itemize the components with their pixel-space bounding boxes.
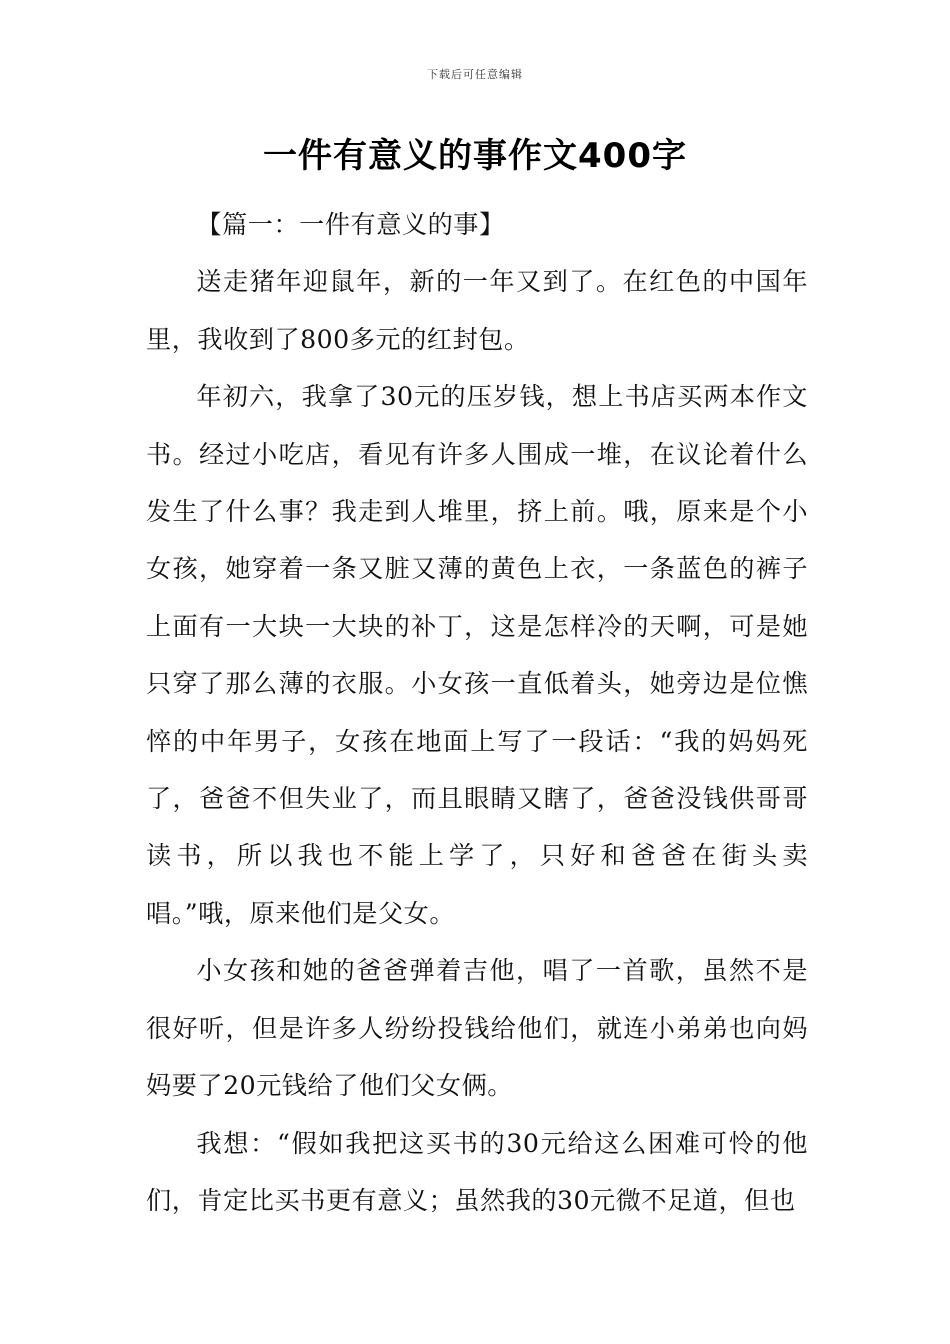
paragraph: 年初六，我拿了30元的压岁钱，想上书店买两本作文书。经过小吃店，看见有许多人围成一堆，在议论着什么发生了什么事？我走到人堆里，挤上前。哦，原来是个小女孩，她穿着一条又脏又薄的黄色上衣，一条蓝色的裤子上面有一大块一大块的补丁，这是怎样冷的天啊，可是她只穿了那么薄的衣服。小女孩一直低着头，她旁边是位憔悴的中年男子，女孩在地面上写了一段话：“我的妈妈死了，爸爸不但失业了，而且眼睛又瞎了，爸爸没钱供哥哥读书，所以我也不能上学了，只好和爸爸在街头卖唱。”哦，原来他们是父女。 bbox=[146, 382, 808, 928]
header-note: 下载后可任意编辑 bbox=[427, 68, 523, 81]
paragraph: 小女孩和她的爸爸弹着吉他，唱了一首歌，虽然不是很好听，但是许多人纷纷投钱给他们，就连小弟弟也向妈妈要了20元钱给了他们父女俩。 bbox=[146, 956, 808, 1101]
paragraph: 我想：“假如我把这买书的30元给这么困难可怜的他们，肯定比买书更有意义；虽然我的30元微不足道，但也 bbox=[146, 1128, 808, 1215]
document-title: 一件有意义的事作文400字 bbox=[263, 136, 687, 176]
paragraph: 送走猪年迎鼠年，新的一年又到了。在红色的中国年里，我收到了800多元的红封包。 bbox=[146, 267, 808, 354]
section-heading: 【篇一：一件有意义的事】 bbox=[196, 210, 505, 239]
document-body bbox=[146, 196, 808, 1229]
